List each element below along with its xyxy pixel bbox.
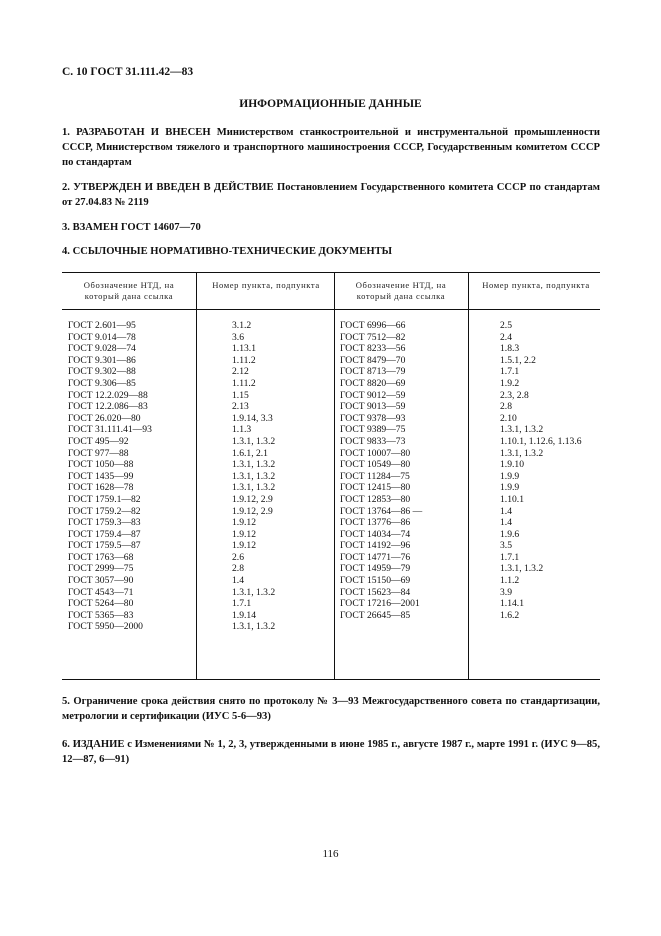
item-3-replaces: 3. ВЗАМЕН ГОСТ 14607—70 [62,222,201,233]
table-cell-designation: ГОСТ 12.2.086—83 [68,401,148,413]
table-cell-clause: 2.8 [232,563,244,575]
table-cell-designation: ГОСТ 1763—68 [68,551,134,563]
table-cell-clause: 1.3.1, 1.3.2 [232,470,276,482]
table-cell-clause: 1.11.2 [232,377,256,389]
table-cell-designation: ГОСТ 9.306—85 [68,377,136,389]
table-cell-designation: ГОСТ 9389—75 [340,424,406,436]
table-cell-designation: ГОСТ 9378—93 [340,412,406,424]
table-cell-clause: 1.1.2 [500,575,520,587]
table-cell-designation: ГОСТ 2999—75 [68,563,134,575]
table-cell-clause: 1.9.12, 2.9 [232,505,273,517]
item-5-limitation: 5. Ограничение срока действия снято по протоколу № 3—93 Межгосударственного совета по стандартизации, метрологии и сертификации (ИУС 5-6—93) [62,696,600,722]
table-cell-clause: 2.3, 2.8 [500,389,529,401]
table-cell-clause: 1.3.1, 1.3.2 [232,435,276,447]
table-cell-clause: 1.8.3 [500,343,520,355]
table-cell-clause: 2.13 [232,401,249,413]
table-cell-clause: 1.7.1 [500,366,520,378]
table-cell-designation: ГОСТ 3057—90 [68,575,134,587]
table-cell-designation: ГОСТ 26645—85 [340,609,411,621]
table-cell-clause: 1.3.1, 1.3.2 [232,586,276,598]
table-cell-designation: ГОСТ 12.2.029—88 [68,389,148,401]
item-2-approved: 2. УТВЕРЖДЕН И ВВЕДЕН В ДЕЙСТВИЕ Постановлением Государственного комитета СССР по стандартам от 27.04.83 № 2119 [62,182,600,208]
table-cell-designation: ГОСТ 8479—70 [340,354,406,366]
table-cell-clause: 1.9.6 [500,528,520,540]
table-cell-designation: ГОСТ 14034—74 [340,528,411,540]
table-cell-designation: ГОСТ 1759.3—83 [68,517,141,529]
table-cell-designation: ГОСТ 10549—80 [340,459,411,471]
table-cell-clause: 1.3.1, 1.3.2 [232,621,276,633]
table-cell-clause: 1.9.9 [500,470,520,482]
table-cell-clause: 2.4 [500,331,512,343]
table-divider [468,272,469,680]
table-cell-designation: ГОСТ 977—88 [68,447,129,459]
table-cell-clause: 1.10.1, 1.12.6, 1.13.6 [500,435,582,447]
table-cell-designation: ГОСТ 2.601—95 [68,320,136,331]
left-clause-column [232,320,275,633]
item-4-references-heading: 4. ССЫЛОЧНЫЕ НОРМАТИВНО-ТЕХНИЧЕСКИЕ ДОКУМЕНТЫ [62,246,393,257]
table-cell-designation: ГОСТ 14192—96 [340,540,411,552]
table-cell-clause: 1.3.1, 1.3.2 [232,482,276,494]
table-cell-designation: ГОСТ 1759.5—87 [68,540,141,552]
table-cell-clause: 1.4 [500,517,512,529]
table-cell-designation: ГОСТ 9013—59 [340,401,406,413]
references-table [62,272,600,680]
table-cell-designation: ГОСТ 5365—83 [68,609,134,621]
table-cell-clause: 1.7.1 [232,598,252,610]
table-cell-clause: 1.9.12 [232,517,256,529]
table-cell-clause: 1.11.2 [232,354,256,366]
table-cell-designation: ГОСТ 9833—73 [340,435,406,447]
section-title: ИНФОРМАЦИОННЫЕ ДАННЫЕ [239,98,422,110]
table-cell-designation: ГОСТ 1759.4—87 [68,528,141,540]
table-bottom-rule [62,679,600,680]
table-cell-clause: 1.4 [232,575,244,587]
table-cell-designation: ГОСТ 1759.1—82 [68,493,141,505]
table-header-rule [62,309,600,310]
table-cell-designation: ГОСТ 7512—82 [340,331,406,343]
table-cell-clause: 1.3.1, 1.3.2 [500,447,544,459]
table-cell-designation: ГОСТ 15150—69 [340,575,411,587]
table-cell-clause: 1.13.1 [232,343,256,355]
table-cell-clause: 1.10.1 [500,493,524,505]
table-header-cell: Номер пункта, подпункта [212,280,320,290]
table-cell-clause: 1.15 [232,389,249,401]
table-cell-designation: ГОСТ 4543—71 [68,586,134,598]
table-header-cell: Номер пункта, подпункта [482,280,590,290]
table-cell-clause: 2.8 [500,401,512,413]
item-6-edition: 6. ИЗДАНИЕ с Изменениями № 1, 2, 3, утвержденными в июне 1985 г., августе 1987 г., марте 1991 г. (ИУС 9—85, 12—87, 6—91) [62,739,600,765]
table-cell-designation: ГОСТ 9.302—88 [68,366,136,378]
table-cell-clause: 2.12 [232,366,249,378]
table-cell-clause: 1.3.1, 1.3.2 [232,459,276,471]
table-cell-clause: 3.1.2 [232,320,252,331]
table-cell-clause: 1.6.1, 2.1 [232,447,268,459]
table-cell-clause: 1.9.2 [500,377,520,389]
table-cell-clause: 1.14.1 [500,598,524,610]
table-cell-clause: 1.1.3 [232,424,252,436]
table-cell-designation: ГОСТ 15623—84 [340,586,411,598]
table-cell-designation: ГОСТ 9.014—78 [68,331,136,343]
table-cell-designation: ГОСТ 1050—88 [68,459,134,471]
table-cell-designation: ГОСТ 1435—99 [68,470,134,482]
table-cell-designation: ГОСТ 10007—80 [340,447,411,459]
table-cell-clause: 1.5.1, 2.2 [500,354,536,366]
table-cell-clause: 1.9.12 [232,528,256,540]
table-cell-designation: ГОСТ 12415—80 [340,482,411,494]
table-cell-clause: 1.4 [500,505,512,517]
table-top-rule [62,272,600,273]
table-cell-designation: ГОСТ 9.301—86 [68,354,136,366]
table-cell-designation: ГОСТ 495—92 [68,435,129,447]
table-cell-designation: ГОСТ 8713—79 [340,366,406,378]
table-cell-clause: 1.7.1 [500,551,520,563]
table-cell-clause: 3.5 [500,540,512,552]
table-cell-clause: 3.9 [500,586,512,598]
table-cell-clause: 2.10 [500,412,517,424]
running-header: С. 10 ГОСТ 31.111.42—83 [62,66,194,78]
table-cell-clause: 3.6 [232,331,244,343]
table-cell-designation: ГОСТ 8233—56 [340,343,406,355]
table-cell-clause: 1.9.12 [232,540,256,552]
table-divider [334,272,335,680]
table-cell-clause: 1.9.12, 2.9 [232,493,273,505]
table-header-cell: Обозначение НТД, на который дана ссылка [83,280,175,301]
table-cell-designation: ГОСТ 12853—80 [340,493,411,505]
table-cell-designation: ГОСТ 13776—86 [340,517,411,529]
table-cell-clause: 1.3.1, 1.3.2 [500,424,544,436]
table-cell-designation: ГОСТ 6996—66 [340,320,406,331]
table-cell-clause: 1.3.1, 1.3.2 [500,563,544,575]
table-divider [196,272,197,680]
table-cell-clause: 1.6.2 [500,609,520,621]
table-cell-designation: ГОСТ 8820—69 [340,377,406,389]
right-designation-column [340,320,422,621]
table-cell-clause: 1.9.14, 3.3 [232,412,273,424]
table-cell-clause: 1.9.9 [500,482,520,494]
table-cell-clause: 2.5 [500,320,512,331]
table-cell-designation: ГОСТ 5950—2000 [68,621,143,633]
page-number: 116 [322,848,339,860]
table-cell-designation: ГОСТ 17216—2001 [340,598,420,610]
right-clause-column [500,320,582,621]
table-header-cell: Обозначение НТД, на который дана ссылка [355,280,447,301]
table-cell-designation: ГОСТ 26.020—80 [68,412,141,424]
table-cell-designation: ГОСТ 1759.2—82 [68,505,141,517]
table-cell-designation: ГОСТ 1628—78 [68,482,134,494]
table-cell-designation: ГОСТ 14959—79 [340,563,411,575]
table-cell-clause: 1.9.10 [500,459,524,471]
item-1-developed-by: 1. РАЗРАБОТАН И ВНЕСЕН Министерством станкостроительной и инструментальной промышленности СССР, Министерством тяжелого и транспортного машиностроения СССР, Государственным комитетом СССР по стандартам [62,127,600,168]
table-cell-clause: 1.9.14 [232,609,256,621]
table-cell-designation: ГОСТ 14771—76 [340,551,411,563]
left-designation-column [68,320,152,633]
table-cell-designation: ГОСТ 13764—86 — [340,505,423,517]
table-cell-designation: ГОСТ 9012—59 [340,389,406,401]
table-cell-clause: 2.6 [232,551,244,563]
table-cell-designation: ГОСТ 11284—75 [340,470,410,482]
table-cell-designation: ГОСТ 5264—80 [68,598,134,610]
table-cell-designation: ГОСТ 9.028—74 [68,343,136,355]
table-cell-designation: ГОСТ 31.111.41—93 [68,424,152,436]
